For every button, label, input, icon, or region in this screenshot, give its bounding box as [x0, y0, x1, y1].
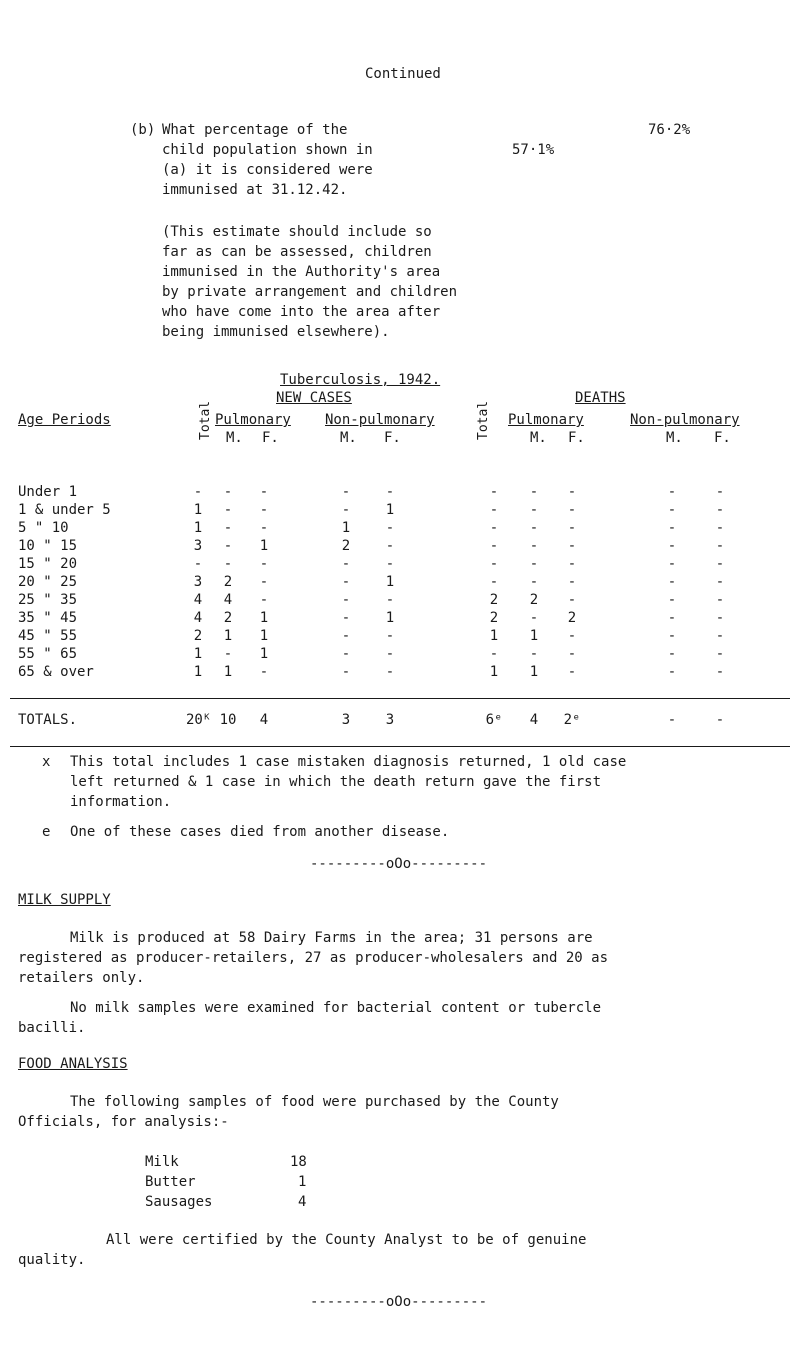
table-cell-r5-c7: - [529, 556, 539, 572]
table-cell-r5-c9: - [667, 556, 677, 572]
table-cell-r2-c5: 1 [385, 502, 395, 518]
totals-cell-c9: - [667, 712, 677, 728]
table-cell-r10-c9: - [667, 646, 677, 662]
table-cell-r7-c5: - [385, 592, 395, 608]
deaths-pulmonary-f-header: F. [568, 430, 585, 446]
table-cell-r7-c2: 4 [223, 592, 233, 608]
table-cell-r9-c10: - [715, 628, 725, 644]
table-cell-r11-c8: - [567, 664, 577, 680]
age-label-row-11: 65 & over [18, 664, 94, 680]
table-cell-r7-c6: 2 [489, 592, 499, 608]
table-cell-r8-c4: - [341, 610, 351, 626]
total-new-header: Total [198, 400, 213, 440]
table-cell-r11-c3: - [259, 664, 269, 680]
totals-rule-bottom [10, 746, 790, 747]
food-item-name-2: Butter [145, 1174, 196, 1190]
table-cell-r1-c1: - [193, 484, 203, 500]
immunisation-note-line-6: being immunised elsewhere). [162, 324, 390, 340]
table-cell-r4-c2: - [223, 538, 233, 554]
table-cell-r11-c1: 1 [193, 664, 203, 680]
tuberculosis-title: Tuberculosis, 1942. [280, 372, 441, 388]
table-cell-r7-c3: - [259, 592, 269, 608]
table-cell-r2-c8: - [567, 502, 577, 518]
totals-cell-c1: 20ᴷ [186, 712, 212, 728]
table-cell-r3-c8: - [567, 520, 577, 536]
totals-label: TOTALS. [18, 712, 78, 728]
total-deaths-header: Total [476, 400, 491, 440]
milk-para-2-line-2: bacilli. [18, 1020, 86, 1036]
table-cell-r7-c9: - [667, 592, 677, 608]
table-cell-r5-c4: - [341, 556, 351, 572]
footnote-2-mark: e [42, 824, 51, 840]
footnote-1-line-3: information. [70, 794, 172, 810]
table-cell-r6-c4: - [341, 574, 351, 590]
table-cell-r2-c7: - [529, 502, 539, 518]
table-cell-r1-c4: - [341, 484, 351, 500]
age-label-row-5: 15 " 20 [18, 556, 78, 572]
table-cell-r9-c8: - [567, 628, 577, 644]
food-analysis-heading: FOOD ANALYSIS [18, 1056, 128, 1072]
table-cell-r9-c7: 1 [529, 628, 539, 644]
table-cell-r10-c4: - [341, 646, 351, 662]
deaths-header: DEATHS [575, 390, 626, 406]
table-cell-r10-c3: 1 [259, 646, 269, 662]
table-cell-r1-c5: - [385, 484, 395, 500]
table-cell-r3-c9: - [667, 520, 677, 536]
immunisation-question-line-1: What percentage of the [162, 122, 348, 138]
table-cell-r8-c6: 2 [489, 610, 499, 626]
totals-cell-c3: 4 [259, 712, 269, 728]
table-cell-r11-c9: - [667, 664, 677, 680]
age-label-row-9: 45 " 55 [18, 628, 78, 644]
table-cell-r7-c7: 2 [529, 592, 539, 608]
age-periods-header: Age Periods [18, 412, 111, 428]
table-cell-r10-c5: - [385, 646, 395, 662]
table-cell-r10-c1: 1 [193, 646, 203, 662]
totals-cell-c8: 2ᵉ [563, 712, 581, 728]
table-cell-r3-c3: - [259, 520, 269, 536]
food-intro-line-2: Officials, for analysis:- [18, 1114, 229, 1130]
table-cell-r9-c3: 1 [259, 628, 269, 644]
immunisation-note-line-5: who have come into the area after [162, 304, 441, 320]
table-cell-r4-c6: - [489, 538, 499, 554]
table-cell-r3-c5: - [385, 520, 395, 536]
table-cell-r1-c8: - [567, 484, 577, 500]
totals-cell-c6: 6ᵉ [485, 712, 503, 728]
table-cell-r4-c3: 1 [259, 538, 269, 554]
table-cell-r8-c3: 1 [259, 610, 269, 626]
food-item-count-3: 4 [298, 1194, 307, 1210]
deaths-pulmonary-m-header: M. [530, 430, 547, 446]
table-cell-r5-c8: - [567, 556, 577, 572]
table-cell-r4-c5: - [385, 538, 395, 554]
food-intro-line-1: The following samples of food were purchased by the County [70, 1094, 559, 1110]
food-item-count-2: 1 [298, 1174, 307, 1190]
table-cell-r8-c1: 4 [193, 610, 203, 626]
table-cell-r1-c10: - [715, 484, 725, 500]
totals-rule-top [10, 698, 790, 699]
table-cell-r8-c2: 2 [223, 610, 233, 626]
continued-heading: Continued [365, 66, 441, 82]
table-cell-r5-c10: - [715, 556, 725, 572]
table-cell-r9-c5: - [385, 628, 395, 644]
age-label-row-4: 10 " 15 [18, 538, 78, 554]
deaths-non-pulmonary-f-header: F. [714, 430, 731, 446]
immunisation-note-line-3: immunised in the Authority's area [162, 264, 441, 280]
table-cell-r6-c6: - [489, 574, 499, 590]
table-cell-r1-c2: - [223, 484, 233, 500]
immunisation-note-line-1: (This estimate should include so [162, 224, 432, 240]
table-cell-r5-c6: - [489, 556, 499, 572]
table-cell-r4-c4: 2 [341, 538, 351, 554]
table-cell-r11-c2: 1 [223, 664, 233, 680]
table-cell-r4-c10: - [715, 538, 725, 554]
age-label-row-1: Under 1 [18, 484, 78, 500]
food-item-name-1: Milk [145, 1154, 179, 1170]
table-cell-r3-c2: - [223, 520, 233, 536]
footnote-1-mark: x [42, 754, 51, 770]
table-cell-r8-c8: 2 [567, 610, 577, 626]
table-cell-r10-c7: - [529, 646, 539, 662]
immunisation-note-line-4: by private arrangement and children [162, 284, 458, 300]
immunisation-label: (b) [130, 122, 156, 138]
separator-2: ---------oOo--------- [310, 1294, 488, 1310]
footnote-1-line-2: left returned & 1 case in which the death return gave the first [70, 774, 602, 790]
immunisation-note-line-2: far as can be assessed, children [162, 244, 432, 260]
table-cell-r11-c4: - [341, 664, 351, 680]
table-cell-r9-c4: - [341, 628, 351, 644]
totals-cell-c10: - [715, 712, 725, 728]
table-cell-r2-c9: - [667, 502, 677, 518]
table-cell-r10-c6: - [489, 646, 499, 662]
immunisation-value-2: 76·2% [648, 122, 691, 138]
food-closing-line-1: All were certified by the County Analyst to be of genuine [106, 1232, 587, 1248]
table-cell-r2-c3: - [259, 502, 269, 518]
table-cell-r6-c10: - [715, 574, 725, 590]
table-cell-r2-c2: - [223, 502, 233, 518]
table-cell-r4-c7: - [529, 538, 539, 554]
milk-para-1-line-1: Milk is produced at 58 Dairy Farms in the area; 31 persons are [70, 930, 593, 946]
table-cell-r2-c4: - [341, 502, 351, 518]
table-cell-r6-c1: 3 [193, 574, 203, 590]
table-cell-r3-c7: - [529, 520, 539, 536]
new-pulmonary-m-header: M. [226, 430, 243, 446]
table-cell-r9-c1: 2 [193, 628, 203, 644]
table-cell-r7-c1: 4 [193, 592, 203, 608]
food-item-count-1: 18 [290, 1154, 307, 1170]
immunisation-value-1: 57·1% [512, 142, 555, 158]
table-cell-r6-c2: 2 [223, 574, 233, 590]
age-label-row-6: 20 " 25 [18, 574, 78, 590]
new-non-pulmonary-m-header: M. [340, 430, 357, 446]
table-cell-r2-c1: 1 [193, 502, 203, 518]
table-cell-r6-c3: - [259, 574, 269, 590]
table-cell-r9-c2: 1 [223, 628, 233, 644]
table-cell-r8-c10: - [715, 610, 725, 626]
table-cell-r4-c1: 3 [193, 538, 203, 554]
table-cell-r5-c1: - [193, 556, 203, 572]
deaths-non-pulmonary-header: Non-pulmonary [630, 412, 740, 428]
table-cell-r4-c8: - [567, 538, 577, 554]
table-cell-r2-c6: - [489, 502, 499, 518]
table-cell-r10-c8: - [567, 646, 577, 662]
table-cell-r6-c5: 1 [385, 574, 395, 590]
table-cell-r1-c3: - [259, 484, 269, 500]
table-cell-r8-c9: - [667, 610, 677, 626]
immunisation-question-line-4: immunised at 31.12.42. [162, 182, 348, 198]
milk-para-1-line-2: registered as producer-retailers, 27 as producer-wholesalers and 20 as [18, 950, 609, 966]
food-closing-line-2: quality. [18, 1252, 86, 1268]
table-cell-r1-c7: - [529, 484, 539, 500]
footnote-2: One of these cases died from another disease. [70, 824, 450, 840]
table-cell-r5-c2: - [223, 556, 233, 572]
table-cell-r10-c2: - [223, 646, 233, 662]
totals-cell-c7: 4 [529, 712, 539, 728]
table-cell-r3-c6: - [489, 520, 499, 536]
totals-cell-c2: 10 [219, 712, 237, 728]
table-cell-r7-c10: - [715, 592, 725, 608]
table-cell-r8-c5: 1 [385, 610, 395, 626]
table-cell-r6-c7: - [529, 574, 539, 590]
deaths-pulmonary-header: Pulmonary [508, 412, 584, 428]
table-cell-r10-c10: - [715, 646, 725, 662]
milk-supply-heading: MILK SUPPLY [18, 892, 111, 908]
totals-cell-c5: 3 [385, 712, 395, 728]
table-cell-r11-c7: 1 [529, 664, 539, 680]
new-pulmonary-f-header: F. [262, 430, 279, 446]
table-cell-r9-c9: - [667, 628, 677, 644]
table-cell-r2-c10: - [715, 502, 725, 518]
table-cell-r11-c10: - [715, 664, 725, 680]
table-cell-r7-c8: - [567, 592, 577, 608]
age-label-row-2: 1 & under 5 [18, 502, 111, 518]
new-pulmonary-header: Pulmonary [215, 412, 291, 428]
milk-para-2-line-1: No milk samples were examined for bacterial content or tubercle [70, 1000, 602, 1016]
table-cell-r11-c5: - [385, 664, 395, 680]
new-cases-header: NEW CASES [276, 390, 352, 406]
new-non-pulmonary-f-header: F. [384, 430, 401, 446]
footnote-1-line-1: This total includes 1 case mistaken diagnosis returned, 1 old case [70, 754, 627, 770]
table-cell-r9-c6: 1 [489, 628, 499, 644]
new-non-pulmonary-header: Non-pulmonary [325, 412, 435, 428]
table-cell-r1-c9: - [667, 484, 677, 500]
table-cell-r3-c4: 1 [341, 520, 351, 536]
immunisation-question-line-2: child population shown in [162, 142, 373, 158]
table-cell-r8-c7: - [529, 610, 539, 626]
table-cell-r4-c9: - [667, 538, 677, 554]
food-item-name-3: Sausages [145, 1194, 213, 1210]
age-label-row-8: 35 " 45 [18, 610, 78, 626]
separator-1: ---------oOo--------- [310, 856, 488, 872]
immunisation-question-line-3: (a) it is considered were [162, 162, 373, 178]
age-label-row-10: 55 " 65 [18, 646, 78, 662]
table-cell-r11-c6: 1 [489, 664, 499, 680]
table-cell-r5-c3: - [259, 556, 269, 572]
table-cell-r1-c6: - [489, 484, 499, 500]
milk-para-1-line-3: retailers only. [18, 970, 145, 986]
age-label-row-3: 5 " 10 [18, 520, 69, 536]
table-cell-r5-c5: - [385, 556, 395, 572]
age-label-row-7: 25 " 35 [18, 592, 78, 608]
table-cell-r3-c10: - [715, 520, 725, 536]
table-cell-r3-c1: 1 [193, 520, 203, 536]
deaths-non-pulmonary-m-header: M. [666, 430, 683, 446]
table-cell-r7-c4: - [341, 592, 351, 608]
totals-cell-c4: 3 [341, 712, 351, 728]
table-cell-r6-c8: - [567, 574, 577, 590]
table-cell-r6-c9: - [667, 574, 677, 590]
